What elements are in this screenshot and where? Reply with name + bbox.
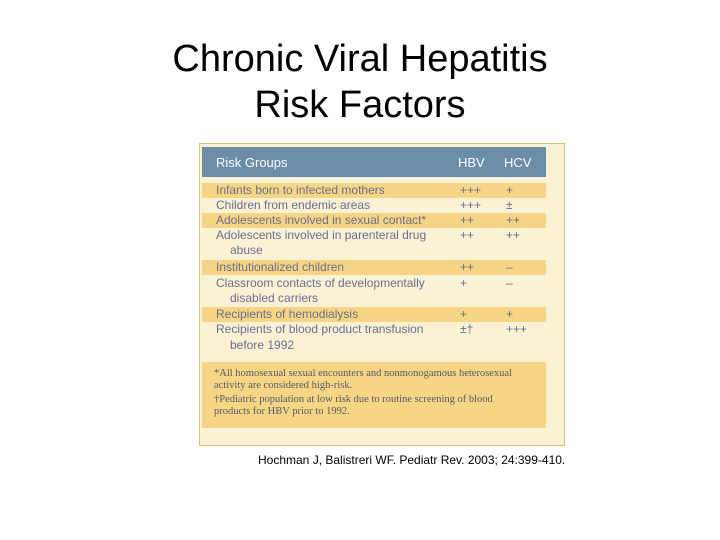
table-row (202, 213, 546, 228)
footnote-line: *All homosexual sexual encounters and nonmonogamous heterosexual (214, 368, 513, 379)
hcv-cell: + (506, 183, 514, 197)
header-hbv: HBV (458, 155, 485, 170)
risk-group-cell-continued: before 1992 (230, 338, 295, 352)
hbv-cell: + (460, 276, 468, 290)
hcv-cell: – (506, 276, 513, 290)
table-row (202, 228, 546, 258)
hcv-cell: ++ (506, 228, 521, 242)
risk-group-cell: Recipients of hemodialysis (216, 307, 359, 321)
hcv-cell: – (506, 260, 513, 274)
risk-group-cell: Institutionalized children (216, 260, 345, 274)
hcv-cell: ++ (506, 213, 521, 227)
risk-group-cell-continued: disabled carriers (230, 291, 319, 305)
table-row (202, 198, 546, 213)
table-footnotes (202, 362, 546, 428)
risk-group-cell: Adolescents involved in sexual contact* (216, 213, 427, 227)
citation: Hochman J, Balistreri WF. Pediatr Rev. 2003; 24:399-410. (258, 453, 566, 467)
risk-factors-table-figure (199, 143, 565, 446)
risk-group-cell: Children from endemic areas (216, 198, 371, 212)
footnote-line: products for HBV prior to 1992. (214, 406, 350, 417)
hbv-cell: ±† (460, 322, 474, 336)
slide-title-line-1: Chronic Viral Hepatitis (172, 38, 548, 80)
risk-group-cell: Classroom contacts of developmentally (216, 276, 425, 290)
hbv-cell: +++ (460, 198, 482, 212)
table-row (202, 276, 546, 306)
hcv-cell: ± (506, 198, 513, 212)
hbv-cell: + (460, 307, 468, 321)
hcv-cell: +++ (506, 322, 528, 336)
table-row (202, 322, 546, 354)
risk-group-cell: Adolescents involved in parenteral drug (216, 228, 427, 242)
risk-group-cell: Recipients of blood product transfusion (216, 322, 424, 336)
risk-group-cell: Infants born to infected mothers (216, 183, 385, 197)
hbv-cell: ++ (460, 213, 475, 227)
header-risk-groups: Risk Groups (216, 155, 288, 170)
footnote-line: activity are considered high-risk. (214, 380, 353, 391)
footnote-line: †Pediatric population at low risk due to routine screening of blood (214, 394, 493, 405)
slide-title-line-2: Risk Factors (254, 84, 466, 126)
hbv-cell: +++ (460, 183, 482, 197)
hbv-cell: ++ (460, 260, 475, 274)
table-row (202, 260, 546, 275)
risk-group-cell-continued: abuse (230, 243, 263, 257)
table-row (202, 183, 546, 198)
table-row (202, 307, 546, 322)
hbv-cell: ++ (460, 228, 475, 242)
table-header (202, 147, 546, 177)
hcv-cell: + (506, 307, 514, 321)
header-hcv: HCV (504, 155, 532, 170)
slide-title (0, 36, 720, 128)
